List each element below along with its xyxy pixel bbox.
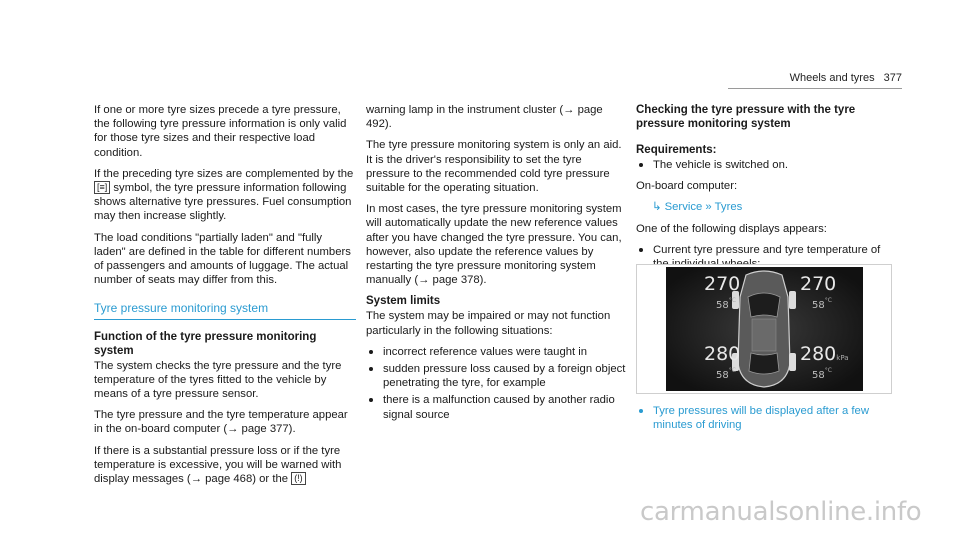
paragraph: The system checks the tyre pressure and the tyre temperature of the tyres fitted to the vehicle by means of a tyre pressure sensor. (94, 359, 342, 401)
section-name: Wheels and tyres (789, 72, 875, 84)
figure-note (636, 404, 898, 439)
note-item: Tyre pressures will be displayed after a few minutes of driving (636, 404, 898, 432)
requirements-list (636, 158, 898, 172)
paragraph: If one or more tyre sizes precede a tyre pressure, the following tyre pressure information is only valid for those tyre sizes and their respective load condition. (94, 104, 347, 159)
menu-arrow-icon: ↳ (652, 201, 662, 214)
sub-heading: Function of the tyre pressure monitoring system (94, 330, 317, 357)
text: If there is a substantial pressure loss or if the tyre temperature is excessive, you will be warned with display messages (→ page 468) or the (94, 444, 342, 486)
list-item: The vehicle is switched on. (636, 158, 898, 172)
bullet-list (366, 345, 628, 422)
temp-unit: °C (824, 297, 832, 304)
rear-right-pressure (800, 343, 849, 365)
note-list (636, 404, 898, 432)
paragraph (94, 167, 356, 224)
tyre-display-figure (636, 264, 892, 394)
column-1 (94, 103, 356, 493)
temp-value: 58 (716, 370, 729, 381)
temp-value: 58 (812, 300, 825, 311)
pressure-unit: kPa (836, 354, 849, 362)
page-number: 377 (883, 72, 902, 84)
temp-unit: °C (824, 367, 832, 374)
header-rule (728, 88, 902, 89)
paragraph: The system may be impaired or may not function particularly in the following situations: (366, 310, 611, 337)
display-screen (666, 267, 863, 391)
paragraph: In most cases, the tyre pressure monitoring system will automatically update the new reference values after you have changed the tyre pressure. You can, however, also update the reference values by restarting the tyre pressure monitoring system manually (→ page 378). (366, 203, 622, 287)
menu-item-service: Service (664, 201, 703, 214)
list-item: Current tyre pressure and tyre temperature of (636, 243, 898, 271)
requirements-heading: Requirements: (636, 144, 717, 156)
column-3 (636, 103, 898, 278)
section-title: Tyre pressure monitoring system (94, 301, 356, 319)
list-item: there is a malfunction caused by another radio signal source (366, 393, 628, 421)
front-right-pressure: 270 (800, 273, 837, 295)
sub-heading: System limits (366, 295, 441, 308)
rear-left-temperature (716, 367, 736, 381)
paragraph: The tyre pressure and the tyre temperature appear in the on-board computer (→ page 377). (94, 409, 348, 436)
front-right-temperature (812, 297, 832, 311)
paragraph: The tyre pressure monitoring system is only an aid. It is the driver's responsibility to set the tyre pressure to the recommended cold tyre pressure suitable for the operating situation. (366, 139, 622, 195)
text: symbol, the tyre pressure information following shows alternative tyre pressures. Fuel consumption may then increase slightly. (94, 182, 352, 223)
temp-unit: °C (728, 297, 736, 304)
pressure-value: 280 (800, 343, 837, 365)
menu-item-tyres: Tyres (714, 201, 743, 214)
front-left-pressure: 270 (704, 273, 741, 295)
temp-value: 58 (716, 300, 729, 311)
rear-left-pressure: 280 (704, 343, 741, 365)
paragraph (94, 444, 356, 487)
column-2 (366, 103, 628, 429)
tyre-warning-icon: (!) (291, 472, 306, 485)
page-header (790, 72, 902, 84)
seat-load-icon: [≡] (94, 181, 110, 194)
temp-unit: °C (728, 367, 736, 374)
paragraph: One of the following displays appears: (636, 222, 827, 235)
rear-right-temperature (812, 367, 832, 381)
menu-separator-icon: » (705, 201, 712, 214)
paragraph: warning lamp in the instrument cluster (→ page 492). (366, 104, 603, 131)
list-item: incorrect reference values were taught in (366, 345, 628, 359)
procedure-heading: Checking the tyre pressure with the tyre pressure monitoring system (636, 104, 856, 130)
menu-path (636, 200, 898, 214)
temp-value: 58 (812, 370, 825, 381)
text: If the preceding tyre sizes are complemented by the (94, 167, 354, 180)
paragraph: The load conditions "partially laden" and "fully laden" are defined in the table for different numbers of passengers and amounts of luggage. The actual number of seats may differ from this. (94, 231, 351, 287)
list-item: sudden pressure loss caused by a foreign object penetrating the tyre, for example (366, 362, 628, 390)
watermark: carmanualsonline.info (640, 497, 922, 527)
front-left-temperature (716, 297, 736, 311)
paragraph: On-board computer: (636, 180, 738, 193)
